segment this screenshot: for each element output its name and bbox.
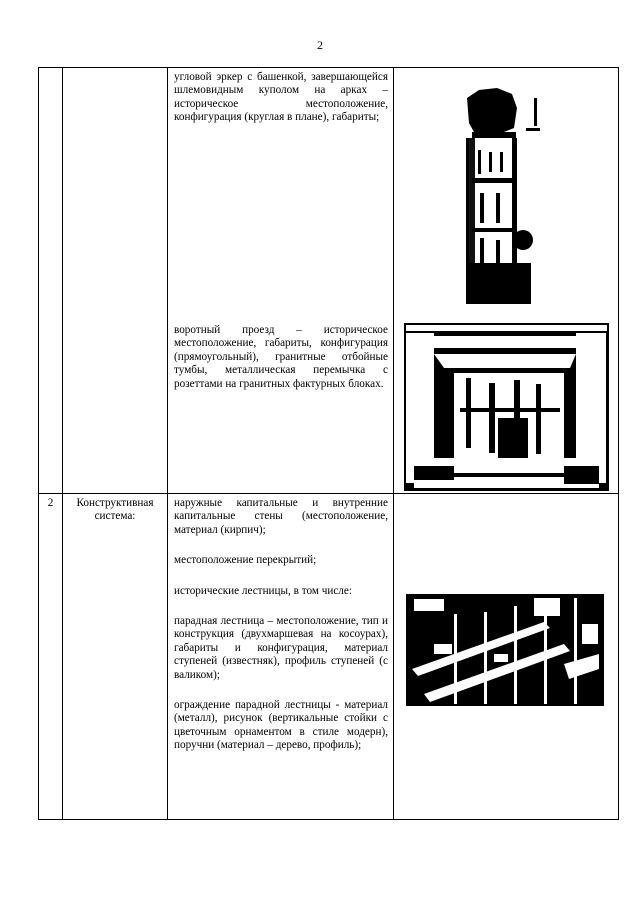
- system-cell: [63, 68, 168, 494]
- table-row: [39, 68, 619, 494]
- photo-staircase: [394, 494, 619, 819]
- page-number: 2: [317, 38, 323, 52]
- row-number-cell: [39, 68, 63, 494]
- description-item: угловой эркер с башенкой, завершающейся шлемовидным куполом на арках – историческое местоположение, конфигурация (круглая в плане), габариты;: [174, 71, 388, 124]
- description-cell: [168, 68, 394, 494]
- photo-tower-and-gate: [394, 68, 619, 493]
- description-item: парадная лестница – местоположение, тип и конструкция (двухмаршевая на косоурах), габариты и конфигурация, материал ступеней (известняк), профиль ступеней (с валиком);: [174, 615, 388, 681]
- gate-photo: [404, 323, 609, 491]
- row-number-cell: 2: [39, 494, 63, 820]
- description-item: исторические лестницы, в том числе:: [174, 584, 352, 597]
- description-item: ограждение парадной лестницы - материал (металл), рисунок (вертикальные стойки с цветочным орнаментом в стиле модерн), поручни (материал – дерево, профиль);: [174, 699, 388, 752]
- table-row: [39, 494, 619, 820]
- description-cell: [168, 494, 394, 820]
- description-item: местоположение перекрытий;: [174, 554, 317, 567]
- monument-subject-table: [38, 67, 619, 820]
- description-item: воротный проезд – историческое местоположение, габариты, конфигурация (прямоугольный), гранитные отбойные тумбы, металлическая перемычка с розеттами на гранитных фактурных блоках.: [174, 324, 388, 390]
- photo-cell: [394, 494, 619, 820]
- description-item: наружные капитальные и внутренние капитальные стены (местоположение, материал (кирпич);: [174, 497, 388, 536]
- tower-photo: [464, 69, 546, 304]
- system-cell: Конструктивная система:: [63, 494, 168, 820]
- photo-cell: [394, 68, 619, 494]
